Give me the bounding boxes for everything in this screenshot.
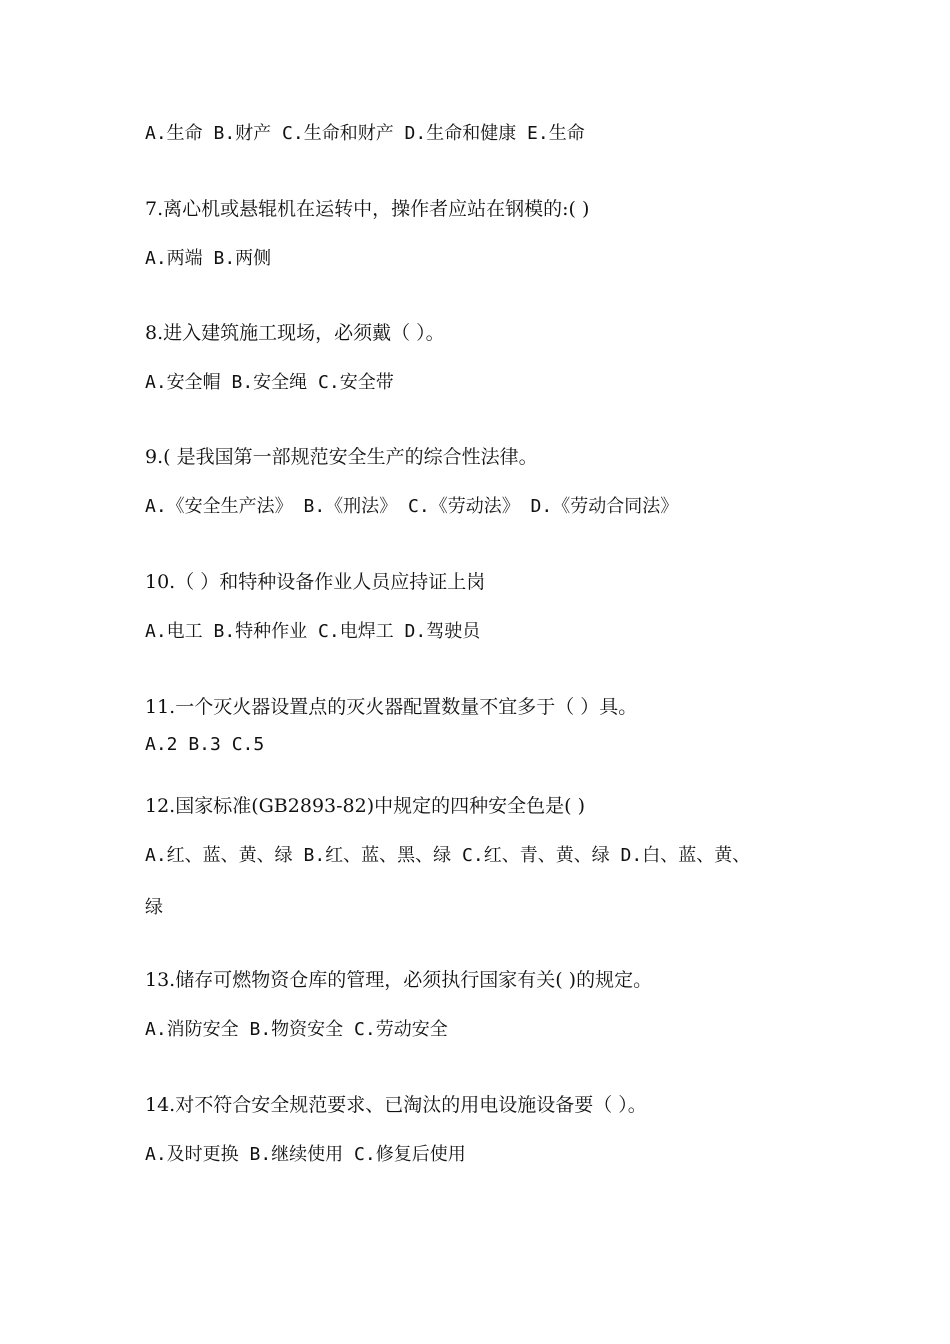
option-line-q12-continued: 绿 xyxy=(145,897,163,918)
question-12: 12.国家标准(GB2893-82)中规定的四种安全色是( ) xyxy=(145,795,585,817)
option-line-q11: A.2 B.3 C.5 xyxy=(145,734,265,755)
option-line-q12: A.红、蓝、黄、绿 B.红、蓝、黑、绿 C.红、青、黄、绿 D.白、蓝、黄、 xyxy=(145,845,751,866)
option-line-q14: A.及时更换 B.继续使用 C.修复后使用 xyxy=(145,1144,466,1165)
option-line-q8: A.安全帽 B.安全绳 C.安全带 xyxy=(145,372,394,393)
question-14: 14.对不符合安全规范要求、已淘汰的用电设施设备要（ ）。 xyxy=(145,1094,647,1116)
option-line-q9: A.《安全生产法》 B.《刑法》 C.《劳动法》 D.《劳动合同法》 xyxy=(145,496,679,517)
option-line-q6: A.生命 B.财产 C.生命和财产 D.生命和健康 E.生命 xyxy=(145,123,585,144)
question-13: 13.储存可燃物资仓库的管理，必须执行国家有关( )的规定。 xyxy=(145,969,653,991)
question-11: 11.一个灭火器设置点的灭火器配置数量不宜多于（ ）具。 xyxy=(145,696,638,718)
option-line-q13: A.消防安全 B.物资安全 C.劳动安全 xyxy=(145,1019,448,1040)
question-9: 9.( 是我国第一部规范安全生产的综合性法律。 xyxy=(145,446,538,468)
option-line-q10: A.电工 B.特种作业 C.电焊工 D.驾驶员 xyxy=(145,621,481,642)
question-7: 7.离心机或悬辊机在运转中，操作者应站在钢模的:( ) xyxy=(145,198,590,220)
option-line-q7: A.两端 B.两侧 xyxy=(145,248,272,269)
question-8: 8.进入建筑施工现场，必须戴（ ）。 xyxy=(145,322,445,344)
question-10: 10.（ ）和特种设备作业人员应持证上岗 xyxy=(145,571,486,593)
